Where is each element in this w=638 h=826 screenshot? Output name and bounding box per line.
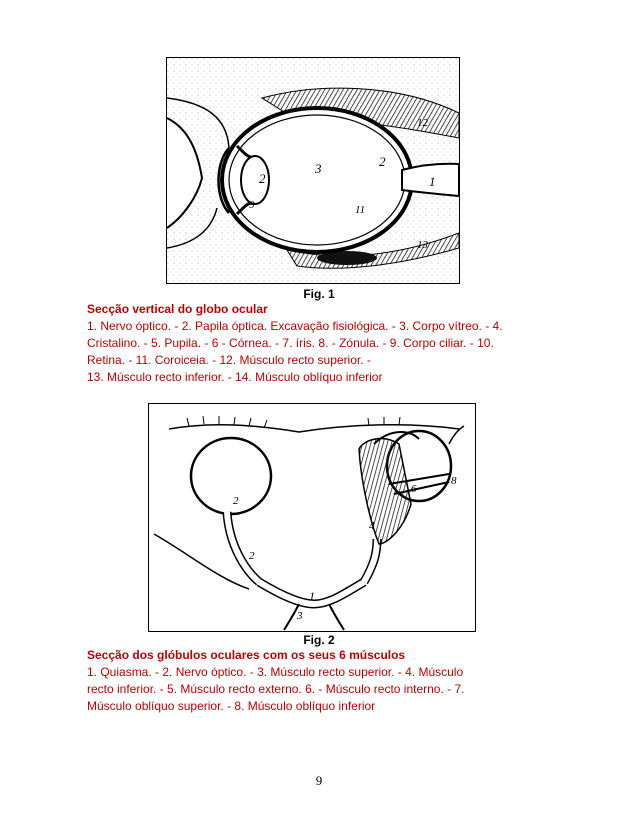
- figure-1-illustration: [166, 57, 460, 284]
- figure-2-description-line: 1. Quiasma. - 2. Nervo óptico. - 3. Músculo recto superior. - 4. Músculo: [87, 665, 464, 679]
- fig1-label-2: 2: [379, 154, 386, 169]
- fig1-label-1: 1: [429, 174, 436, 189]
- figure-2-illustration: [148, 403, 476, 632]
- fig1-label-11: 11: [355, 204, 366, 216]
- figure-1-description-line: 13. Músculo recto inferior. - 14. Músculo oblíquo inferior: [87, 370, 383, 384]
- fig2-label-2-lower: 2: [249, 550, 255, 562]
- fig1-label-12: 12: [417, 117, 428, 129]
- fig1-label-9: 9: [249, 199, 255, 211]
- fig1-label-13: 13: [417, 239, 428, 251]
- figure-1-description-line: Cristalino. - 5. Pupila. - 6 - Córnea. - 7. íris. 8. - Zónula. - 9. Corpo ciliar. - 10.: [87, 336, 494, 350]
- fig2-label-6: 6: [411, 483, 417, 495]
- fig2-label-2-left: 2: [233, 495, 239, 507]
- figure-2-description-line: Músculo oblíquo superior. - 8. Músculo oblíquo inferior: [87, 699, 376, 713]
- figure-2-description: [87, 664, 552, 715]
- fig2-label-1: 1: [309, 589, 315, 603]
- figure-1-title: Secção vertical do globo ocular: [87, 302, 268, 316]
- fig2-label-3: 3: [297, 610, 303, 622]
- fig2-label-4: 4: [369, 520, 375, 532]
- figure-2-label: Fig. 2: [303, 633, 335, 647]
- page-number: 9: [315, 773, 323, 788]
- figure-1-label: Fig. 1: [303, 287, 335, 301]
- figure-2-title: Secção dos glóbulos oculares com os seus 6 músculos: [87, 648, 406, 662]
- figure-1-description-line: Retina. - 11. Coroiceia. - 12. Músculo recto superior. -: [87, 353, 371, 367]
- fig2-label-8: 8: [451, 475, 457, 487]
- fig1-label-4: 2: [259, 171, 266, 186]
- figure-1-description-line: 1. Nervo óptico. - 2. Papila óptica. Excavação fisiológica. - 3. Corpo vítreo. - 4.: [87, 319, 503, 333]
- fig1-label-3: 3: [315, 161, 322, 176]
- figure-2-description-line: recto inferior. - 5. Músculo recto externo. 6. - Músculo recto interno. - 7.: [87, 682, 465, 696]
- figure-1-description: [87, 318, 552, 386]
